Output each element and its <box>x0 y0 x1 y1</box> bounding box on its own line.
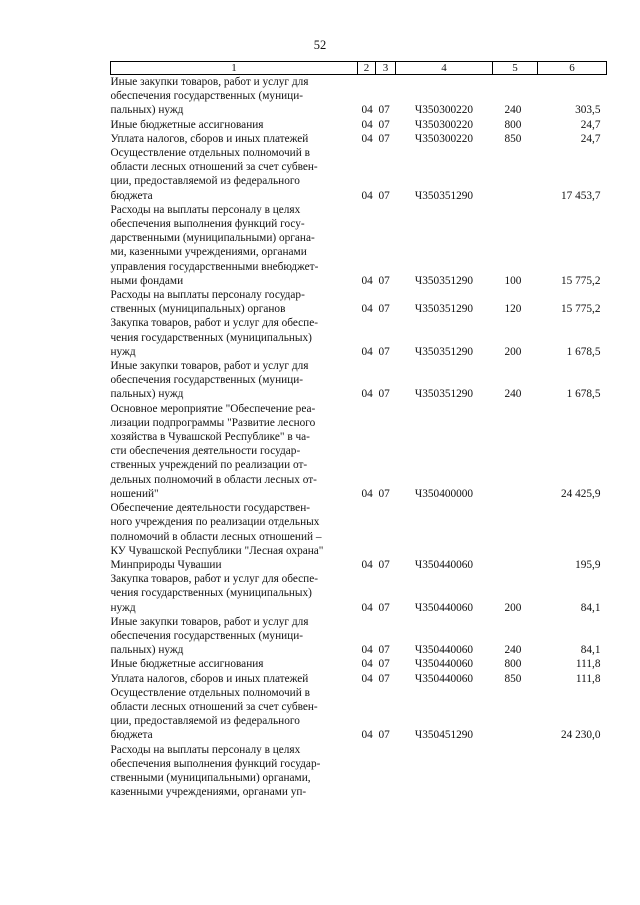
table-row <box>111 118 607 132</box>
table-row <box>111 657 607 671</box>
row-subsection-code: 07 <box>378 104 390 117</box>
row-expense-type <box>493 146 538 203</box>
row-expense-type <box>493 686 538 743</box>
table-row <box>111 615 607 658</box>
row-section-code: 04 <box>361 189 373 202</box>
row-expense-type: 240 <box>504 644 522 657</box>
row-subsection-code: 07 <box>378 132 390 145</box>
row-description: Расходы на выплаты персоналу в целях обеспечения выполнения функций государ- ственными (муниципальными) органами, казенными учреждениями, органами уп- <box>110 743 321 799</box>
row-expense-type: 800 <box>504 118 522 131</box>
row-amount: 84,1 <box>580 644 601 657</box>
row-expense-type: 850 <box>504 132 522 145</box>
row-expense-type: 850 <box>504 672 522 685</box>
row-target-article: Ч350400000 <box>414 487 474 500</box>
header-col-5: 5 <box>493 62 538 75</box>
row-subsection-code: 07 <box>378 644 390 657</box>
row-amount: 24,7 <box>580 132 601 145</box>
row-target-article: Ч350451290 <box>414 729 474 742</box>
row-expense-type: 200 <box>504 601 522 614</box>
row-amount: 15 775,2 <box>560 274 601 287</box>
row-expense-type <box>493 743 538 800</box>
table-row <box>111 132 607 146</box>
row-section-code: 04 <box>361 601 373 614</box>
row-section-code <box>358 743 376 800</box>
row-amount <box>538 743 607 800</box>
header-col-3: 3 <box>376 62 396 75</box>
header-col-4: 4 <box>396 62 493 75</box>
row-description: Иные бюджетные ассигнования <box>110 118 264 131</box>
row-subsection-code: 07 <box>378 118 390 131</box>
table-row <box>111 203 607 288</box>
row-amount: 24 425,9 <box>560 487 601 500</box>
table-row <box>111 572 607 615</box>
row-description: Осуществление отдельных полномочий в области лесных отношений за счет субвен- ции, предоставляемой из федерального бюджета <box>110 686 318 742</box>
header-col-6: 6 <box>538 62 607 75</box>
row-section-code: 04 <box>361 487 373 500</box>
row-section-code: 04 <box>361 118 373 131</box>
table-body <box>111 75 607 800</box>
table-row <box>111 288 607 316</box>
row-amount: 303,5 <box>575 104 601 117</box>
row-subsection-code: 07 <box>378 274 390 287</box>
row-expense-type <box>493 402 538 501</box>
row-target-article: Ч350351290 <box>414 388 474 401</box>
row-expense-type: 800 <box>504 658 522 671</box>
budget-table <box>110 61 607 799</box>
page-number: 52 <box>313 38 327 52</box>
row-target-article: Ч350440060 <box>414 644 474 657</box>
row-subsection-code: 07 <box>378 601 390 614</box>
row-description: Иные закупки товаров, работ и услуг для обеспечения государственных (муници- пальных) нужд <box>110 76 309 117</box>
header-col-2: 2 <box>358 62 376 75</box>
row-section-code: 04 <box>361 132 373 145</box>
table-row <box>111 146 607 203</box>
row-amount: 24 230,0 <box>560 729 601 742</box>
table-row <box>111 686 607 743</box>
row-description: Расходы на выплаты персоналу в целях обеспечения выполнения функций госу- дарственными (муниципальными) органа- ми, казенными учреждениями, органами управления государственными внебюджет- ными фондами <box>110 203 319 287</box>
row-description: Иные закупки товаров, работ и услуг для обеспечения государственных (муници- пальных) нужд <box>110 615 309 657</box>
row-description: Расходы на выплаты персоналу государ- ственных (муниципальных) органов <box>110 289 305 316</box>
table-row <box>111 743 607 800</box>
row-section-code: 04 <box>361 388 373 401</box>
row-expense-type: 120 <box>504 303 522 316</box>
row-section-code: 04 <box>361 658 373 671</box>
row-section-code: 04 <box>361 729 373 742</box>
row-target-article: Ч350440060 <box>414 658 474 671</box>
row-amount: 195,9 <box>575 558 601 571</box>
table-row <box>111 316 607 359</box>
row-description: Уплата налогов, сборов и иных платежей <box>110 132 309 145</box>
row-description: Иные закупки товаров, работ и услуг для обеспечения государственных (муници- пальных) нужд <box>110 360 309 401</box>
row-subsection-code: 07 <box>378 388 390 401</box>
row-target-article: Ч350351290 <box>414 274 474 287</box>
row-target-article: Ч350351290 <box>414 303 474 316</box>
row-subsection-code: 07 <box>378 189 390 202</box>
table-header <box>111 62 607 75</box>
row-expense-type: 240 <box>504 388 522 401</box>
table-row <box>111 75 607 118</box>
table-row <box>111 672 607 686</box>
row-description: Основное мероприятие "Обеспечение реа- лизации подпрограммы "Развитие лесного хозяйства в Чувашской Республике" в ча- сти обеспечения деятельности государ- ственных учреждений по реализации от- дельных полномочий в области лесных от- ношений" <box>110 402 317 500</box>
row-subsection-code: 07 <box>378 658 390 671</box>
row-expense-type <box>493 501 538 572</box>
row-description: Иные бюджетные ассигнования <box>110 658 264 671</box>
table-row <box>111 402 607 501</box>
row-subsection-code <box>376 743 396 800</box>
row-amount: 111,8 <box>575 672 601 685</box>
row-amount: 1 678,5 <box>566 345 601 358</box>
row-target-article: Ч350351290 <box>414 345 474 358</box>
row-expense-type: 200 <box>504 345 522 358</box>
row-expense-type: 100 <box>504 274 522 287</box>
row-section-code: 04 <box>361 274 373 287</box>
row-target-article: Ч350300220 <box>414 132 474 145</box>
row-section-code: 04 <box>361 303 373 316</box>
row-description: Уплата налогов, сборов и иных платежей <box>110 672 309 685</box>
row-description: Закупка товаров, работ и услуг для обеспе- чения государственных (муниципальных) нужд <box>110 317 318 358</box>
row-description: Обеспечение деятельности государствен- ного учреждения по реализации отдельных полномочий в области лесных отношений – КУ Чувашской Республики "Лесная охрана" Минприроды Чувашии <box>110 502 324 571</box>
row-subsection-code: 07 <box>378 558 390 571</box>
row-amount: 111,8 <box>575 658 601 671</box>
row-amount: 84,1 <box>580 601 601 614</box>
table-row <box>111 501 607 572</box>
row-target-article: Ч350351290 <box>414 189 474 202</box>
row-target-article: Ч350300220 <box>414 118 474 131</box>
row-target-article <box>396 743 493 800</box>
row-target-article: Ч350440060 <box>414 672 474 685</box>
row-expense-type: 240 <box>504 104 522 117</box>
row-amount: 15 775,2 <box>560 303 601 316</box>
row-subsection-code: 07 <box>378 303 390 316</box>
table-row <box>111 359 607 402</box>
row-section-code: 04 <box>361 672 373 685</box>
row-amount: 24,7 <box>580 118 601 131</box>
row-amount: 1 678,5 <box>566 388 601 401</box>
header-col-1: 1 <box>111 62 358 75</box>
row-target-article: Ч350300220 <box>414 104 474 117</box>
row-description: Осуществление отдельных полномочий в области лесных отношений за счет субвен- ции, предоставляемой из федерального бюджета <box>110 147 318 202</box>
row-subsection-code: 07 <box>378 345 390 358</box>
row-section-code: 04 <box>361 558 373 571</box>
row-target-article: Ч350440060 <box>414 601 474 614</box>
row-section-code: 04 <box>361 104 373 117</box>
row-section-code: 04 <box>361 644 373 657</box>
row-subsection-code: 07 <box>378 729 390 742</box>
row-amount: 17 453,7 <box>560 189 601 202</box>
row-section-code: 04 <box>361 345 373 358</box>
row-subsection-code: 07 <box>378 487 390 500</box>
row-description: Закупка товаров, работ и услуг для обеспе- чения государственных (муниципальных) нужд <box>110 573 318 614</box>
row-subsection-code: 07 <box>378 672 390 685</box>
row-target-article: Ч350440060 <box>414 558 474 571</box>
